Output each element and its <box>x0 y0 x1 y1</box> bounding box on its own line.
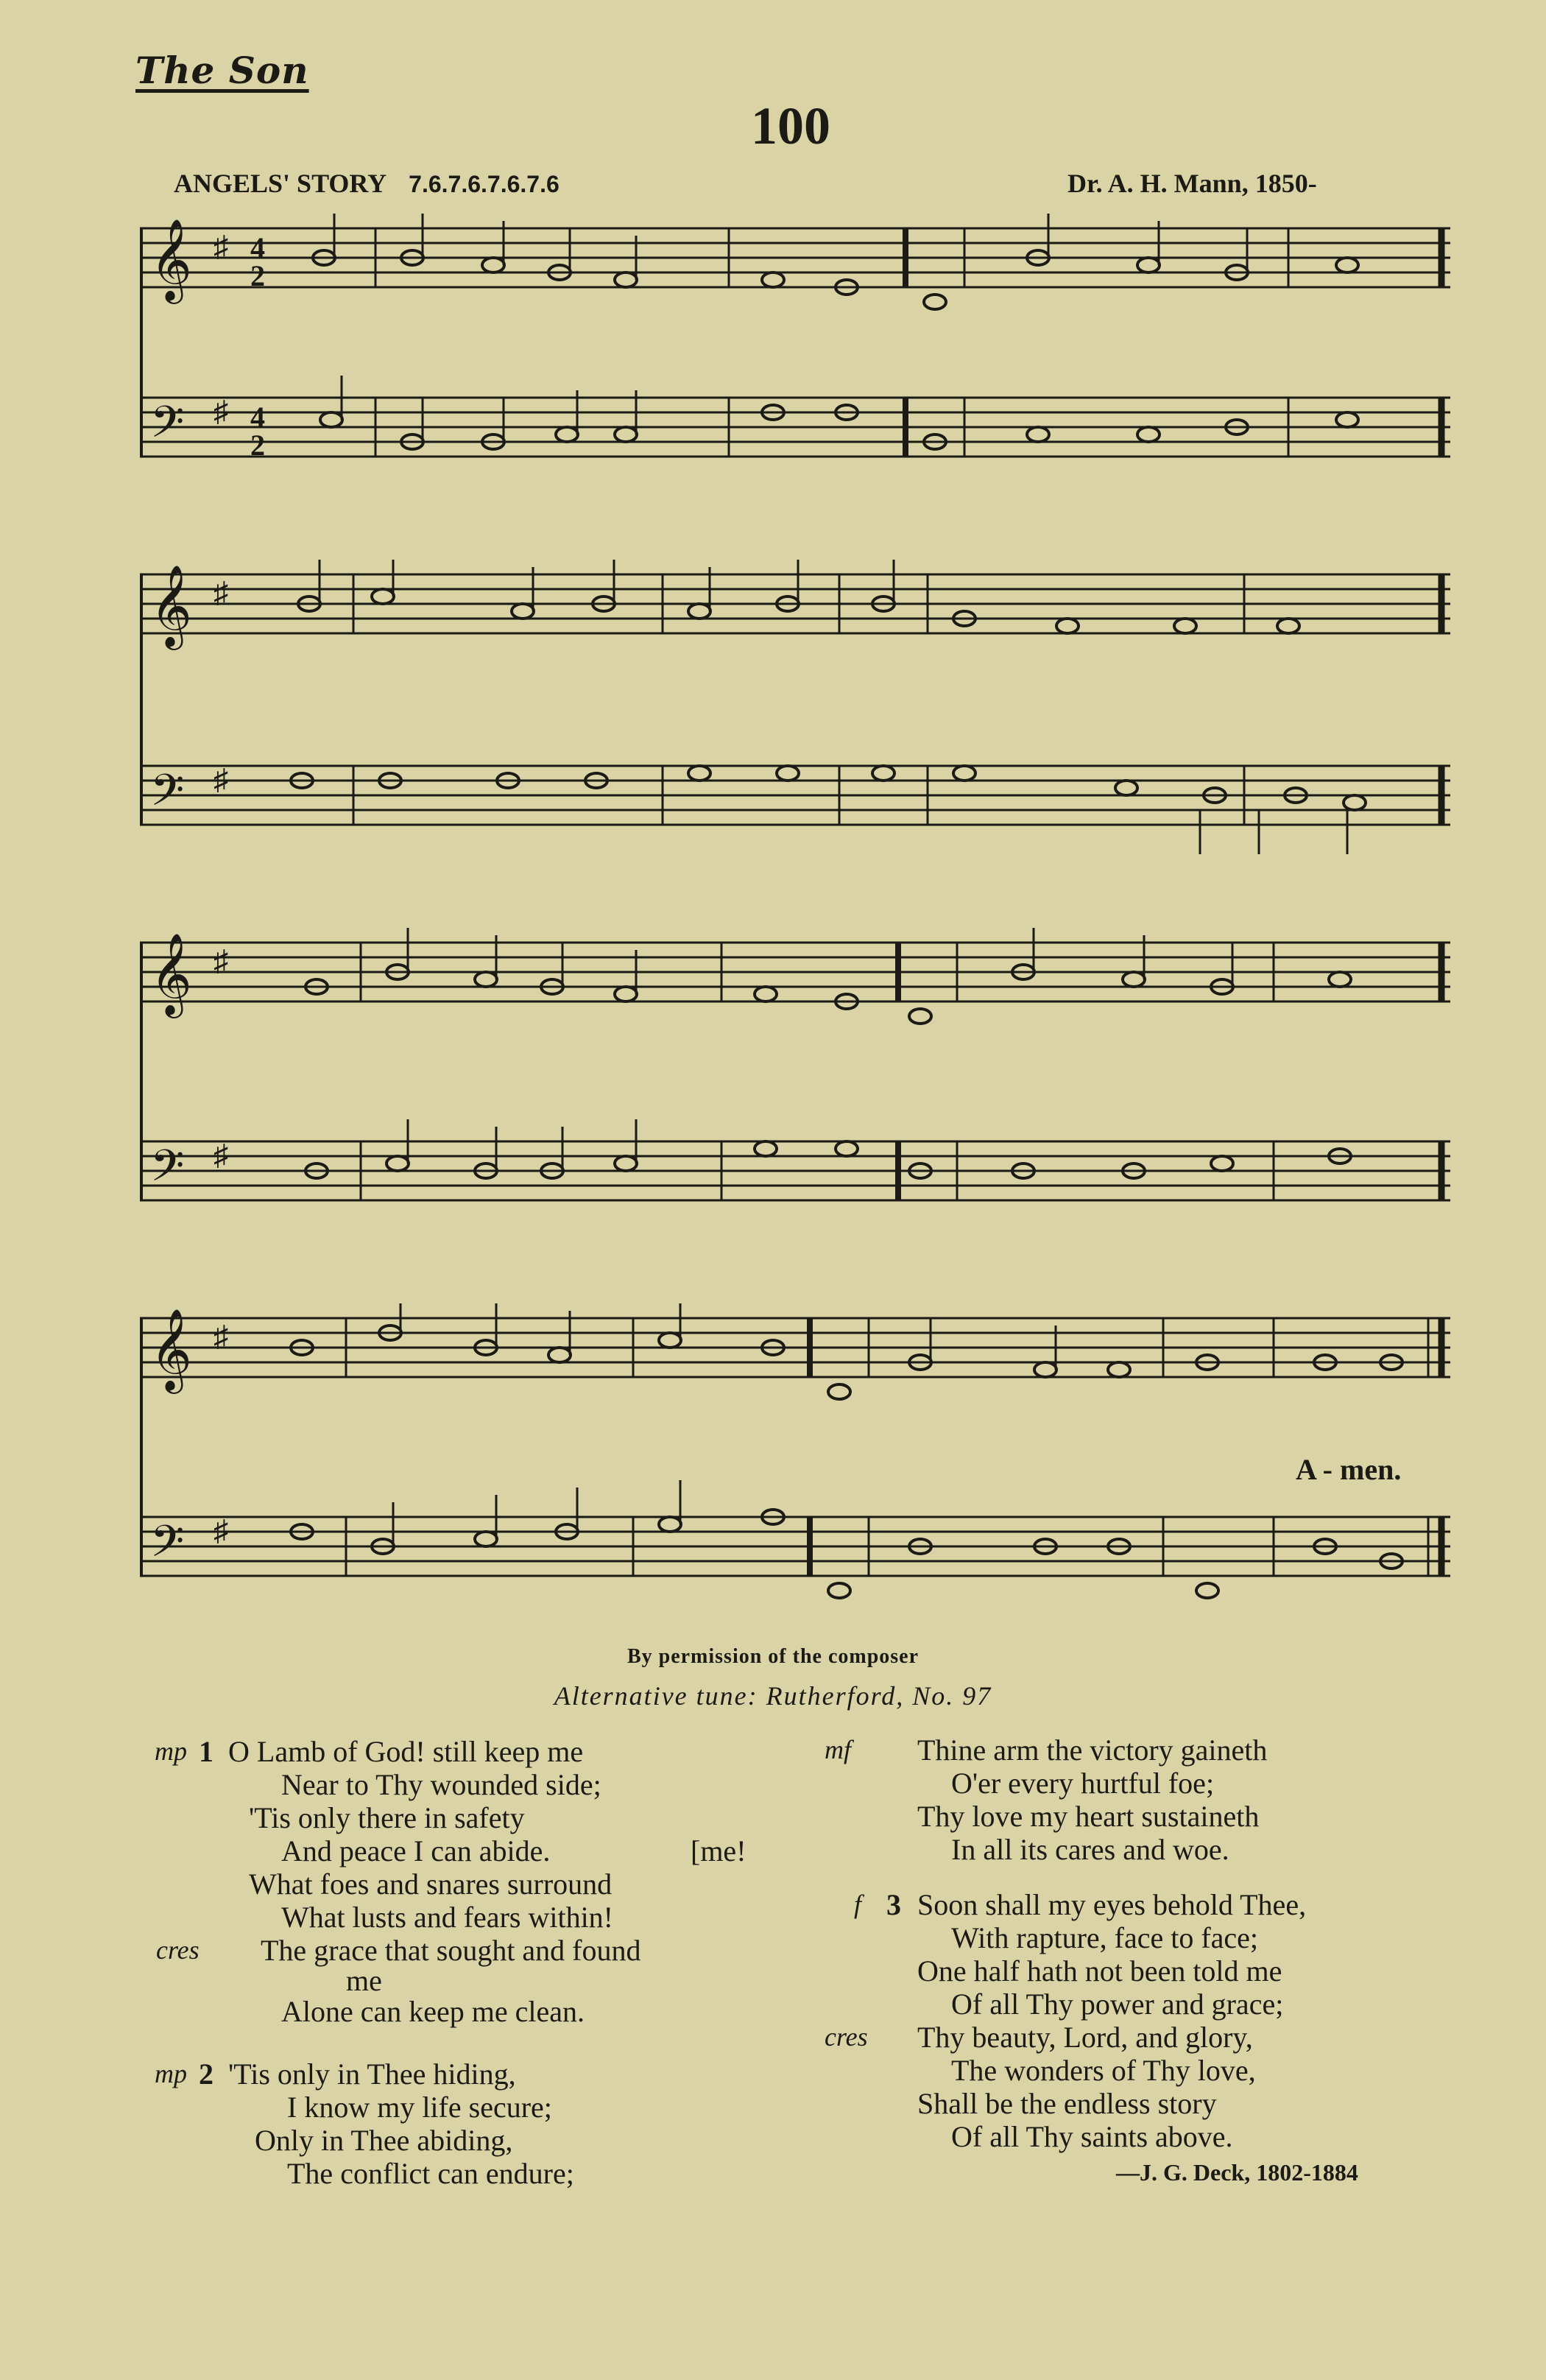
verse-line: And peace I can abide. [me! <box>281 1834 746 1867</box>
verse-line: mp 2 'Tis only in Thee hiding, <box>155 2057 516 2091</box>
verse-line: Of all Thy power and grace; <box>951 1988 1284 2021</box>
verse-line: In all its cares and woe. <box>951 1833 1229 1866</box>
svg-text:♯: ♯ <box>213 1138 228 1172</box>
svg-text:2: 2 <box>250 429 265 462</box>
amen-lyric: A - men. <box>1296 1453 1402 1486</box>
verse-line: O'er every hurtful foe; <box>951 1767 1215 1800</box>
verse-line: Alone can keep me clean. <box>281 1995 585 2028</box>
verse-line: mf Thine arm the victory gaineth <box>825 1733 1268 1767</box>
verse-line: What lusts and fears within! <box>281 1901 613 1934</box>
svg-text:♯: ♯ <box>213 576 228 609</box>
permission-note: By permission of the composer <box>626 1645 920 1668</box>
svg-text:𝄢: 𝄢 <box>150 398 185 457</box>
svg-text:𝄞: 𝄞 <box>150 1310 192 1389</box>
svg-text:4: 4 <box>250 401 265 434</box>
svg-text:♯: ♯ <box>213 395 228 428</box>
verse-line: The conflict can endure; <box>287 2157 574 2190</box>
verse-line: mp 1 O Lamb of God! still keep me <box>155 1735 584 1768</box>
verse-2 <box>155 2057 574 2190</box>
verse-3 <box>825 1888 1307 2153</box>
verse-line: Only in Thee abiding, <box>255 2124 513 2157</box>
tune-name: ANGELS' STORY <box>174 169 387 198</box>
verse-number: 1 <box>199 1735 213 1768</box>
verse-number: 2 <box>199 2057 213 2091</box>
verse-line: What foes and snares surround <box>249 1867 613 1901</box>
verse-line: cres Thy beauty, Lord, and glory, <box>825 2021 1253 2054</box>
tune-heading <box>174 168 560 199</box>
svg-text:4: 4 <box>250 231 265 264</box>
hymn-number: 100 <box>751 96 830 155</box>
svg-text:♯: ♯ <box>213 1514 228 1547</box>
author-credit: —J. G. Deck, 1802-1884 <box>1116 2159 1358 2186</box>
music-system-3 <box>140 928 1458 1252</box>
verse-line: Thy love my heart sustaineth <box>917 1800 1260 1833</box>
svg-text:♯: ♯ <box>213 944 228 977</box>
verse-line: f 3 Soon shall my eyes behold Thee, <box>854 1888 1307 1921</box>
music-system-1 <box>140 214 1458 508</box>
svg-text:𝄢: 𝄢 <box>150 767 185 825</box>
svg-text:𝄞: 𝄞 <box>150 566 192 645</box>
svg-text:♯: ♯ <box>213 763 228 796</box>
verse-1 <box>155 1735 746 2028</box>
svg-text:2: 2 <box>250 259 265 292</box>
verse-line: Near to Thy wounded side; <box>281 1768 601 1801</box>
verse-number: 3 <box>886 1888 901 1921</box>
svg-text:𝄞: 𝄞 <box>150 220 192 299</box>
verse-line: 'Tis only there in safety <box>249 1801 525 1834</box>
svg-text:𝄢: 𝄢 <box>150 1142 185 1201</box>
verse-line: Of all Thy saints above. <box>951 2120 1233 2153</box>
verse-line: I know my life secure; <box>287 2091 552 2124</box>
svg-text:♯: ♯ <box>213 1320 228 1353</box>
verse-line: With rapture, face to face; <box>951 1921 1259 1954</box>
svg-text:♯: ♯ <box>213 230 228 263</box>
music-system-2 <box>140 560 1458 884</box>
verse-2-continued <box>825 1733 1268 1866</box>
verse-line: One half hath not been told me <box>917 1954 1282 1988</box>
verse-line: me <box>346 1964 382 1997</box>
alternative-tune-note: Alternative tune: Rutherford, No. 97 <box>554 1681 992 1711</box>
svg-text:𝄢: 𝄢 <box>150 1518 185 1577</box>
verse-line: The wonders of Thy love, <box>951 2054 1256 2087</box>
music-system-4 <box>140 1303 1458 1627</box>
section-title: The Son <box>135 49 309 92</box>
tune-composer: Dr. A. H. Mann, 1850- <box>1067 169 1317 198</box>
svg-text:𝄞: 𝄞 <box>150 934 192 1013</box>
verse-line: cres The grace that sought and found <box>156 1934 641 1967</box>
tune-meter: 7.6.7.6.7.6.7.6 <box>409 171 560 197</box>
verse-line: Shall be the endless story <box>917 2087 1217 2120</box>
